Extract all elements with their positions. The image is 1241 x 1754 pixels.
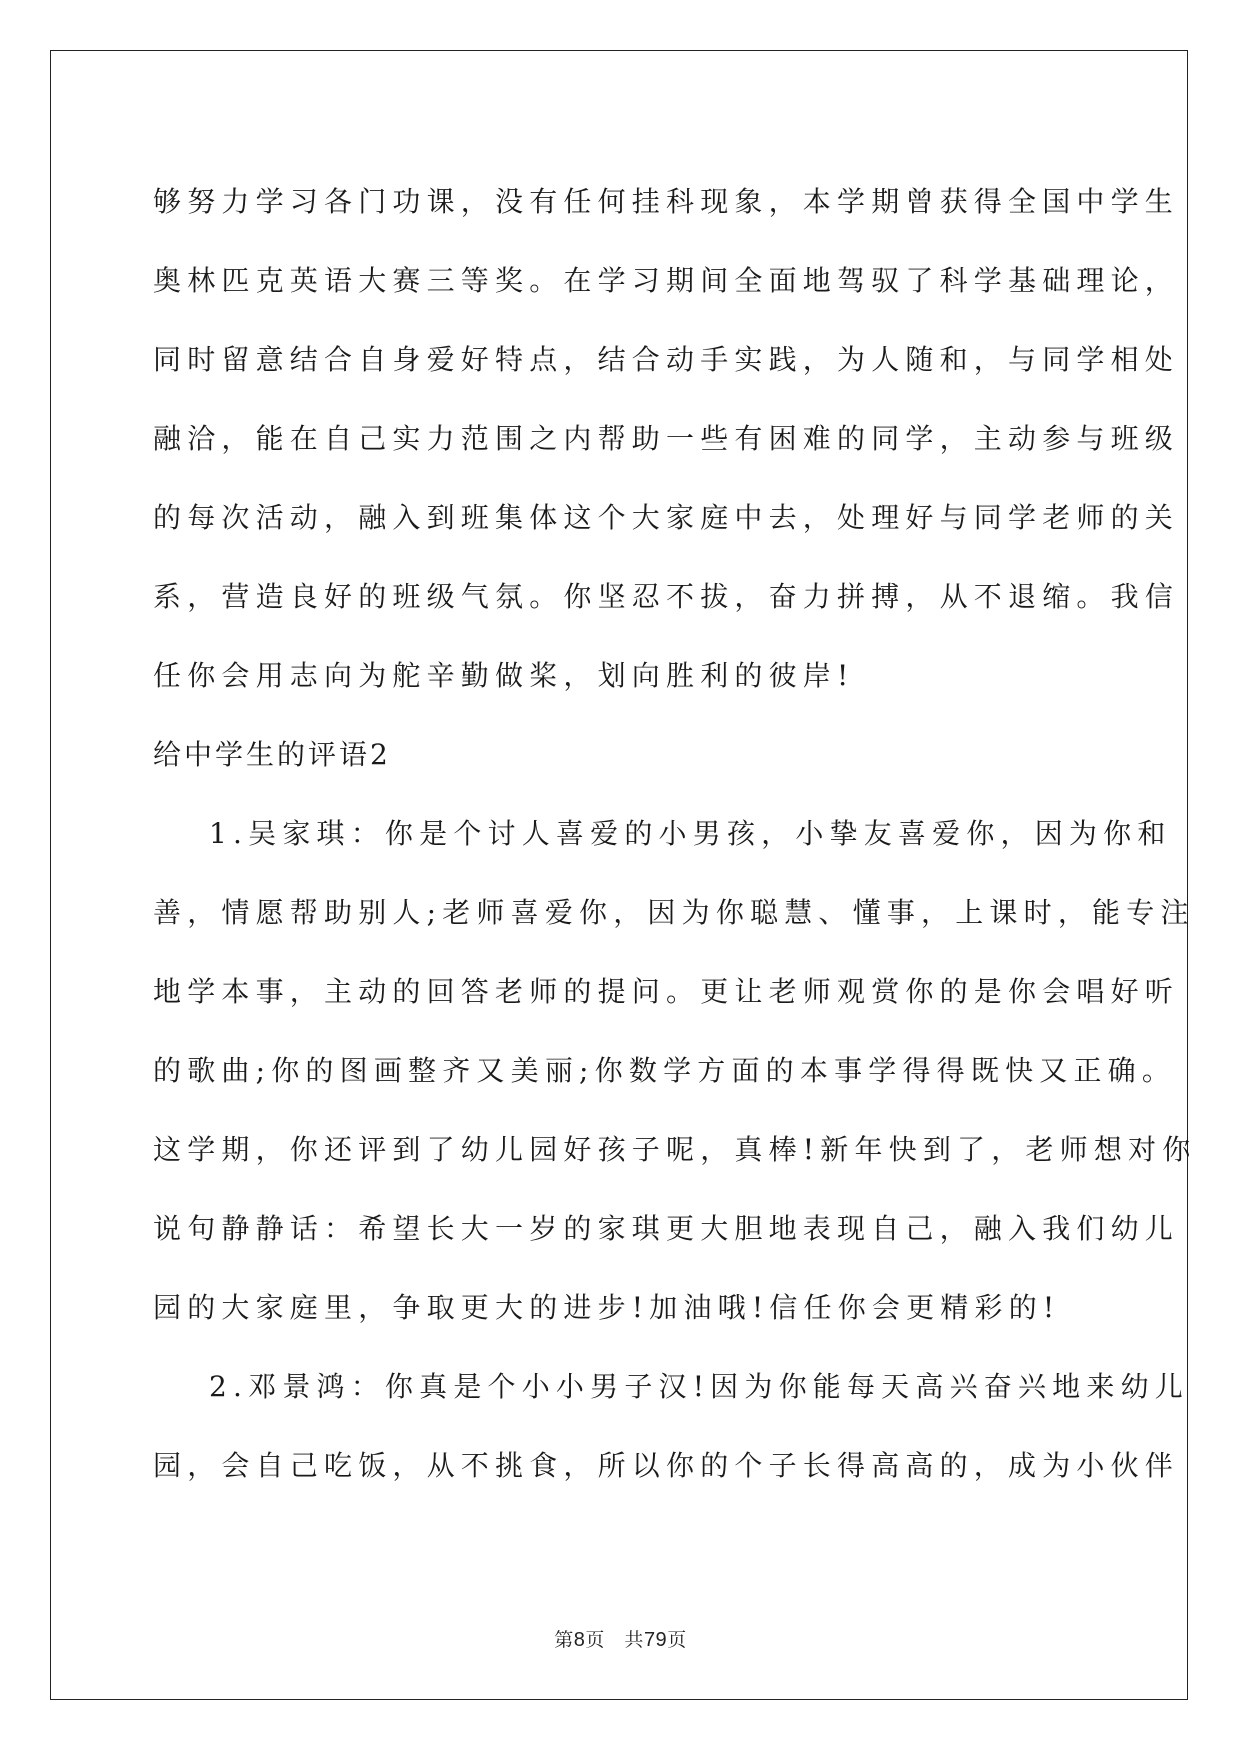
footer-suffix: 页 — [667, 1629, 687, 1651]
text-line: 的每次活动，融入到班集体这个大家庭中去，处理好与同学老师的关 — [153, 501, 1180, 534]
text-line: 奥林匹克英语大赛三等奖。在学习期间全面地驾驭了科学基础理论， — [153, 264, 1180, 297]
document-body — [153, 162, 1197, 1505]
text-line: 够努力学习各门功课，没有任何挂科现象，本学期曾获得全国中学生 — [153, 185, 1180, 218]
section-heading: 给中学生的评语2 — [153, 738, 391, 771]
text-line: 系，营造良好的班级气氛。你坚忍不拔，奋力拼搏，从不退缩。我信 — [153, 580, 1180, 613]
text-line: 2.邓景鸿：你真是个小小男子汉!因为你能每天高兴奋兴地来幼儿 — [209, 1370, 1189, 1403]
text-line: 这学期，你还评到了幼儿园好孩子呢，真棒!新年快到了，老师想对你 — [153, 1133, 1197, 1166]
text-line: 园，会自己吃饭，从不挑食，所以你的个子长得高高的，成为小伙伴 — [153, 1449, 1180, 1482]
footer-prefix: 第 — [554, 1629, 574, 1651]
total-page-count: 79 — [643, 1629, 668, 1651]
text-line: 任你会用志向为舵辛勤做桨，划向胜利的彼岸! — [153, 659, 855, 692]
text-line: 说句静静话：希望长大一岁的家琪更大胆地表现自己，融入我们幼儿 — [153, 1212, 1180, 1245]
text-line: 融洽，能在自己实力范围之内帮助一些有困难的同学，主动参与班级 — [153, 422, 1180, 455]
page-footer — [0, 1625, 1241, 1652]
text-line: 的歌曲;你的图画整齐又美丽;你数学方面的本事学得得既快又正确。 — [153, 1054, 1177, 1087]
text-line: 1.吴家琪：你是个讨人喜爱的小男孩，小挚友喜爱你，因为你和 — [209, 817, 1172, 850]
text-line: 善，情愿帮助别人;老师喜爱你，因为你聪慧、懂事，上课时，能专注 — [153, 896, 1195, 929]
current-page-number: 8 — [573, 1629, 586, 1651]
footer-mid: 页 共 — [585, 1629, 644, 1651]
text-line: 同时留意结合自身爱好特点，结合动手实践，为人随和，与同学相处 — [153, 343, 1180, 376]
text-line: 园的大家庭里，争取更大的进步!加油哦!信任你会更精彩的! — [153, 1291, 1061, 1324]
text-line: 地学本事，主动的回答老师的提问。更让老师观赏你的是你会唱好听 — [153, 975, 1180, 1008]
